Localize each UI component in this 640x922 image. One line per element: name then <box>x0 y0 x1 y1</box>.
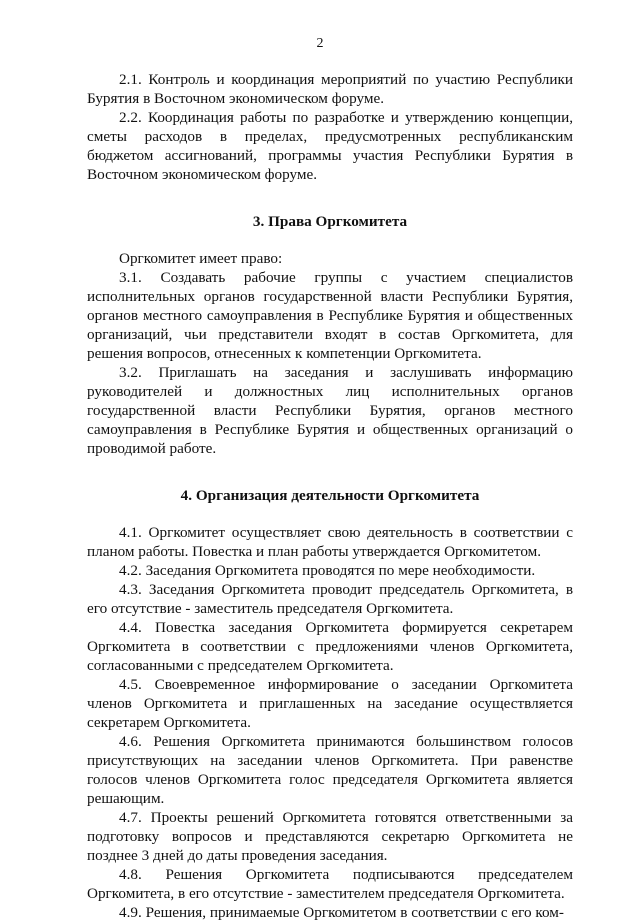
page-number: 2 <box>316 36 324 51</box>
paragraph-4-4: 4.4. Повестка заседания Оргкомитета формируется секретарем Оргкомитета в соответствии с предложениями членов Оргкомитета, согласованными с председателем Оргкомитета. <box>87 619 573 674</box>
paragraph-3-1: 3.1. Создавать рабочие группы с участием специалистов исполнительных органов государственной власти Республики Бурятия, органов местного самоуправления в Республике Бурятия и общественных организаций, чьи представители входят в состав Оргкомитета, для решения вопросов, отнесенных к компетенции Оргкомитета. <box>87 269 573 362</box>
spacer <box>87 458 573 486</box>
paragraph-4-6: 4.6. Решения Оргкомитета принимаются большинством голосов присутствующих на заседании членов Оргкомитета. При равенстве голосов членов Оргкомитета голос председателя Оргкомитета является решающим. <box>87 733 573 807</box>
paragraph-4-3: 4.3. Заседания Оргкомитета проводит председатель Оргкомитета, в его отсутствие - заместитель председателя Оргкомитета. <box>87 581 573 617</box>
paragraph-2-2: 2.2. Координация работы по разработке и утверждению концепции, сметы расходов в пределах, предусмотренных республиканским бюджетом ассигнований, программы участия Республики Бурятия в Восточном экономическом форуме. <box>87 109 573 183</box>
paragraph-4-1: 4.1. Оргкомитет осуществляет свою деятельность в соответствии с планом работы. Повестка и план работы утверждается Оргкомитетом. <box>87 524 573 560</box>
paragraph-2-1: 2.1. Контроль и координация мероприятий по участию Республики Бурятия в Восточном экономическом форуме. <box>87 71 573 107</box>
spacer <box>87 231 573 249</box>
paragraph-3-intro: Оргкомитет имеет право: <box>119 250 283 267</box>
spacer <box>87 505 573 523</box>
section-3-heading: 3. Права Оргкомитета <box>252 213 408 230</box>
paragraph-4-2: 4.2. Заседания Оргкомитета проводятся по мере необходимости. <box>119 562 536 579</box>
spacer <box>87 184 573 212</box>
paragraph-3-2: 3.2. Приглашать на заседания и заслушивать информацию руководителей и должностных лиц исполнительных органов государственной власти Республики Бурятия, органов местного самоуправления в Республике Бурятия и общественных организаций о проводимой работе. <box>87 364 573 457</box>
paragraph-4-5: 4.5. Своевременное информирование о заседании Оргкомитета членов Оргкомитета и приглашенных на заседание осуществляется секретарем Оргкомитета. <box>87 676 573 731</box>
section-4-heading: 4. Организация деятельности Оргкомитета <box>180 487 480 504</box>
document-body <box>87 70 573 922</box>
paragraph-4-7: 4.7. Проекты решений Оргкомитета готовятся ответственными за подготовку вопросов и представляются секретарю Оргкомитета не позднее 3 дней до даты проведения заседания. <box>87 809 573 864</box>
paragraph-4-9: 4.9. Решения, принимаемые Оргкомитетом в соответствии с его ком- <box>119 904 564 921</box>
paragraph-4-8: 4.8. Решения Оргкомитета подписываются председателем Оргкомитета, в его отсутствие - заместителем председателя Оргкомитета. <box>87 866 573 902</box>
